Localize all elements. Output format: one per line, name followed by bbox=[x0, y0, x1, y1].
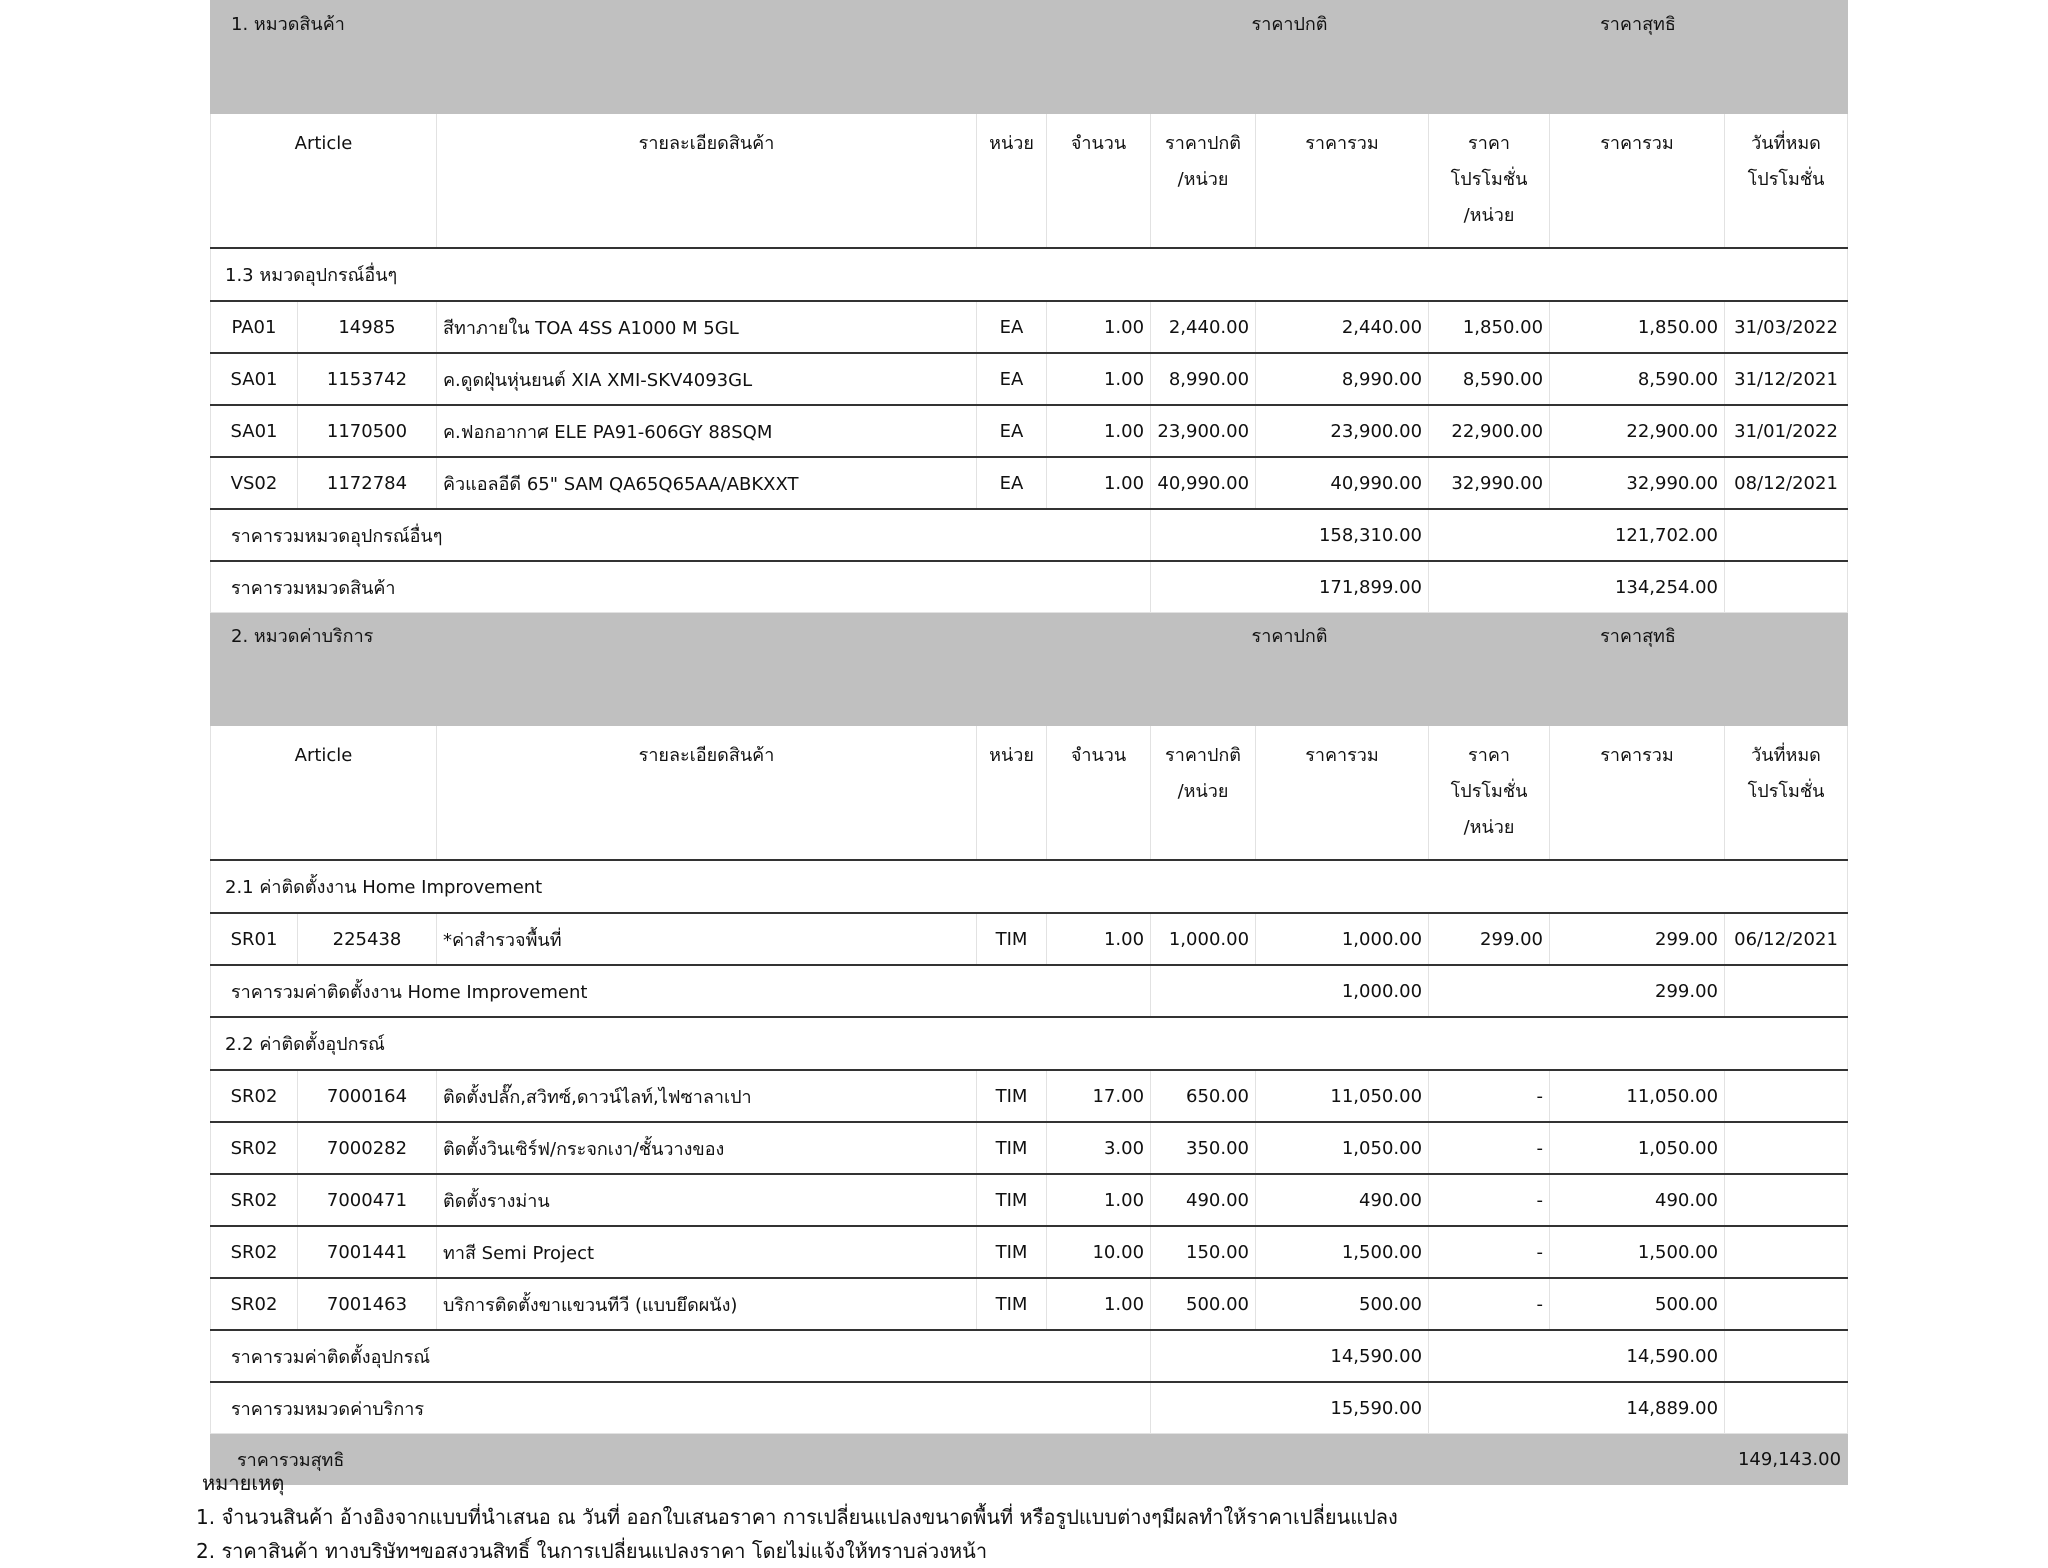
item-net: 8,590.00 bbox=[1550, 353, 1725, 405]
column-header-row bbox=[211, 114, 1848, 249]
item-unit: TIM bbox=[977, 1122, 1047, 1174]
normal-price-header: ราคาปกติ bbox=[1151, 1, 1429, 114]
quotation-table bbox=[210, 0, 1848, 1485]
grand-total-label: ราคารวมสุทธิ bbox=[211, 1434, 1429, 1485]
header-line: โปรโมชั่น bbox=[1747, 169, 1825, 190]
item-unit: TIM bbox=[977, 1174, 1047, 1226]
item-promo: - bbox=[1429, 1122, 1550, 1174]
item-price: 8,990.00 bbox=[1151, 353, 1256, 405]
item-price: 350.00 bbox=[1151, 1122, 1256, 1174]
item-row bbox=[211, 1278, 1848, 1330]
item-price: 490.00 bbox=[1151, 1174, 1256, 1226]
unit-header: หน่วย bbox=[977, 114, 1047, 249]
sum-net: 14,590.00 bbox=[1429, 1330, 1725, 1382]
item-net: 299.00 bbox=[1550, 913, 1725, 965]
item-expire: 31/03/2022 bbox=[1725, 301, 1848, 353]
subsection-header bbox=[211, 860, 1848, 913]
item-unit: EA bbox=[977, 353, 1047, 405]
item-code: SR02 bbox=[211, 1278, 298, 1330]
column-header-row bbox=[211, 726, 1848, 861]
item-expire bbox=[1725, 1174, 1848, 1226]
sum-total: 171,899.00 bbox=[1151, 561, 1429, 613]
item-promo: - bbox=[1429, 1278, 1550, 1330]
item-code: SR02 bbox=[211, 1122, 298, 1174]
total-header: ราคารวม bbox=[1256, 114, 1429, 249]
item-promo: 8,590.00 bbox=[1429, 353, 1550, 405]
header-line: /หน่วย bbox=[1177, 169, 1229, 190]
header-line: ราคาปกติ bbox=[1165, 133, 1241, 154]
price-unit-header bbox=[1151, 726, 1256, 861]
item-promo: - bbox=[1429, 1226, 1550, 1278]
item-row bbox=[211, 405, 1848, 457]
item-net: 11,050.00 bbox=[1550, 1070, 1725, 1122]
remarks-title: หมายเหตุ bbox=[202, 1471, 285, 1495]
item-expire bbox=[1725, 1122, 1848, 1174]
net-total-header: ราคารวม bbox=[1550, 726, 1725, 861]
header-line: โปรโมชั่น bbox=[1450, 169, 1528, 190]
item-total: 490.00 bbox=[1256, 1174, 1429, 1226]
header-line: /หน่วย bbox=[1463, 205, 1515, 226]
unit-header: หน่วย bbox=[977, 726, 1047, 861]
section-header bbox=[211, 1, 1848, 114]
item-description: *ค่าสำรวจพื้นที่ bbox=[437, 913, 977, 965]
expire-header bbox=[1725, 726, 1848, 861]
item-total: 1,500.00 bbox=[1256, 1226, 1429, 1278]
item-article: 7001463 bbox=[298, 1278, 437, 1330]
item-price: 40,990.00 bbox=[1151, 457, 1256, 509]
item-code: SA01 bbox=[211, 405, 298, 457]
remark-line-2: 2. ราคาสินค้า ทางบริษัทฯขอสงวนสิทธิ์ ในการเปลี่ยนแปลงราคา โดยไม่แจ้งให้ทราบล่วงหน้า bbox=[196, 1539, 988, 1563]
item-qty: 17.00 bbox=[1047, 1070, 1151, 1122]
item-qty: 1.00 bbox=[1047, 457, 1151, 509]
article-header: Article bbox=[211, 726, 437, 861]
item-promo: 1,850.00 bbox=[1429, 301, 1550, 353]
item-expire bbox=[1725, 1226, 1848, 1278]
item-expire: 31/01/2022 bbox=[1725, 405, 1848, 457]
item-article: 7000164 bbox=[298, 1070, 437, 1122]
item-total: 40,990.00 bbox=[1256, 457, 1429, 509]
item-qty: 1.00 bbox=[1047, 913, 1151, 965]
sum-row bbox=[211, 509, 1848, 561]
sum-row bbox=[211, 1330, 1848, 1382]
item-unit: TIM bbox=[977, 913, 1047, 965]
item-row bbox=[211, 1174, 1848, 1226]
header-line: วันที่หมด bbox=[1751, 133, 1821, 154]
item-net: 22,900.00 bbox=[1550, 405, 1725, 457]
remarks bbox=[196, 1466, 1398, 1568]
item-description: สีทาภายใน TOA 4SS A1000 M 5GL bbox=[437, 301, 977, 353]
item-expire: 08/12/2021 bbox=[1725, 457, 1848, 509]
sum-empty bbox=[1725, 965, 1848, 1017]
sum-net: 299.00 bbox=[1429, 965, 1725, 1017]
item-qty: 1.00 bbox=[1047, 353, 1151, 405]
item-row bbox=[211, 1226, 1848, 1278]
description-header: รายละเอียดสินค้า bbox=[437, 726, 977, 861]
item-expire bbox=[1725, 1278, 1848, 1330]
item-unit: TIM bbox=[977, 1278, 1047, 1330]
item-price: 2,440.00 bbox=[1151, 301, 1256, 353]
article-header: Article bbox=[211, 114, 437, 249]
item-unit: TIM bbox=[977, 1226, 1047, 1278]
item-article: 7001441 bbox=[298, 1226, 437, 1278]
item-description: ค.ดูดฝุ่นหุ่นยนต์ XIA XMI-SKV4093GL bbox=[437, 353, 977, 405]
header-line: /หน่วย bbox=[1177, 781, 1229, 802]
header-line: ราคาปกติ bbox=[1165, 745, 1241, 766]
description-header: รายละเอียดสินค้า bbox=[437, 114, 977, 249]
sum-total: 15,590.00 bbox=[1151, 1382, 1429, 1434]
item-total: 11,050.00 bbox=[1256, 1070, 1429, 1122]
item-net: 1,050.00 bbox=[1550, 1122, 1725, 1174]
item-promo: 299.00 bbox=[1429, 913, 1550, 965]
item-article: 14985 bbox=[298, 301, 437, 353]
item-price: 650.00 bbox=[1151, 1070, 1256, 1122]
subsection-header bbox=[211, 1017, 1848, 1070]
header-line: โปรโมชั่น bbox=[1450, 781, 1528, 802]
item-net: 32,990.00 bbox=[1550, 457, 1725, 509]
sum-label: ราคารวมหมวดสินค้า bbox=[211, 561, 1151, 613]
item-unit: EA bbox=[977, 457, 1047, 509]
header-line: วันที่หมด bbox=[1751, 745, 1821, 766]
promo-header bbox=[1429, 114, 1550, 249]
item-qty: 1.00 bbox=[1047, 1174, 1151, 1226]
item-row bbox=[211, 353, 1848, 405]
sum-total: 1,000.00 bbox=[1151, 965, 1429, 1017]
item-unit: TIM bbox=[977, 1070, 1047, 1122]
promo-header bbox=[1429, 726, 1550, 861]
item-code: SR02 bbox=[211, 1226, 298, 1278]
sum-label: ราคารวมค่าติดตั้งอุปกรณ์ bbox=[211, 1330, 1151, 1382]
item-promo: 22,900.00 bbox=[1429, 405, 1550, 457]
item-total: 1,000.00 bbox=[1256, 913, 1429, 965]
grand-total-value: 149,143.00 bbox=[1725, 1434, 1848, 1485]
subsection-title: 1.3 หมวดอุปกรณ์อื่นๆ bbox=[211, 248, 1848, 301]
sum-row bbox=[211, 965, 1848, 1017]
item-description: ติดตั้งรางม่าน bbox=[437, 1174, 977, 1226]
net-total-header: ราคารวม bbox=[1550, 114, 1725, 249]
qty-header: จำนวน bbox=[1047, 726, 1151, 861]
grand-total-spacer bbox=[1429, 1434, 1725, 1485]
sum-total: 158,310.00 bbox=[1151, 509, 1429, 561]
item-qty: 1.00 bbox=[1047, 1278, 1151, 1330]
sum-empty bbox=[1725, 509, 1848, 561]
section-header bbox=[211, 613, 1848, 726]
item-price: 150.00 bbox=[1151, 1226, 1256, 1278]
item-promo: - bbox=[1429, 1174, 1550, 1226]
item-code: SR02 bbox=[211, 1070, 298, 1122]
subsection-title: 2.1 ค่าติดตั้งงาน Home Improvement bbox=[211, 860, 1848, 913]
price-unit-header bbox=[1151, 114, 1256, 249]
item-qty: 10.00 bbox=[1047, 1226, 1151, 1278]
item-total: 23,900.00 bbox=[1256, 405, 1429, 457]
sum-empty bbox=[1725, 1382, 1848, 1434]
item-total: 2,440.00 bbox=[1256, 301, 1429, 353]
item-row bbox=[211, 1070, 1848, 1122]
normal-price-header: ราคาปกติ bbox=[1151, 613, 1429, 726]
item-code: PA01 bbox=[211, 301, 298, 353]
quotation-body bbox=[211, 1, 1848, 1485]
item-description: ติดตั้งปลั๊ก,สวิทซ์,ดาวน์ไลท์,ไฟซาลาเปา bbox=[437, 1070, 977, 1122]
header-line: /หน่วย bbox=[1463, 817, 1515, 838]
item-net: 500.00 bbox=[1550, 1278, 1725, 1330]
item-unit: EA bbox=[977, 301, 1047, 353]
item-code: SA01 bbox=[211, 353, 298, 405]
item-description: ทาสี Semi Project bbox=[437, 1226, 977, 1278]
sum-net: 121,702.00 bbox=[1429, 509, 1725, 561]
item-expire: 31/12/2021 bbox=[1725, 353, 1848, 405]
sum-row bbox=[211, 1382, 1848, 1434]
sum-label: ราคารวมหมวดอุปกรณ์อื่นๆ bbox=[211, 509, 1151, 561]
net-price-header: ราคาสุทธิ bbox=[1429, 613, 1848, 726]
item-row bbox=[211, 1122, 1848, 1174]
item-description: บริการติดตั้งขาแขวนทีวี (แบบยึดผนัง) bbox=[437, 1278, 977, 1330]
item-description: ค.ฟอกอากาศ ELE PA91-606GY 88SQM bbox=[437, 405, 977, 457]
item-unit: EA bbox=[977, 405, 1047, 457]
item-promo: - bbox=[1429, 1070, 1550, 1122]
item-expire bbox=[1725, 1070, 1848, 1122]
item-promo: 32,990.00 bbox=[1429, 457, 1550, 509]
item-price: 23,900.00 bbox=[1151, 405, 1256, 457]
sum-row bbox=[211, 561, 1848, 613]
sum-empty bbox=[1725, 1330, 1848, 1382]
item-price: 500.00 bbox=[1151, 1278, 1256, 1330]
subsection-title: 2.2 ค่าติดตั้งอุปกรณ์ bbox=[211, 1017, 1848, 1070]
sum-net: 14,889.00 bbox=[1429, 1382, 1725, 1434]
item-expire: 06/12/2021 bbox=[1725, 913, 1848, 965]
subsection-header bbox=[211, 248, 1848, 301]
header-line: ราคา bbox=[1468, 745, 1510, 766]
item-total: 500.00 bbox=[1256, 1278, 1429, 1330]
item-qty: 1.00 bbox=[1047, 301, 1151, 353]
item-code: SR01 bbox=[211, 913, 298, 965]
item-code: VS02 bbox=[211, 457, 298, 509]
sum-label: ราคารวมหมวดค่าบริการ bbox=[211, 1382, 1151, 1434]
item-article: 1172784 bbox=[298, 457, 437, 509]
item-article: 7000471 bbox=[298, 1174, 437, 1226]
sum-label: ราคารวมค่าติดตั้งงาน Home Improvement bbox=[211, 965, 1151, 1017]
item-total: 8,990.00 bbox=[1256, 353, 1429, 405]
item-article: 7000282 bbox=[298, 1122, 437, 1174]
header-line: โปรโมชั่น bbox=[1747, 781, 1825, 802]
section-title: 2. หมวดค่าบริการ bbox=[211, 613, 1151, 726]
sum-total: 14,590.00 bbox=[1151, 1330, 1429, 1382]
item-row bbox=[211, 301, 1848, 353]
item-total: 1,050.00 bbox=[1256, 1122, 1429, 1174]
item-row bbox=[211, 457, 1848, 509]
sum-empty bbox=[1725, 561, 1848, 613]
item-code: SR02 bbox=[211, 1174, 298, 1226]
item-net: 490.00 bbox=[1550, 1174, 1725, 1226]
section-title: 1. หมวดสินค้า bbox=[211, 1, 1151, 114]
header-line: ราคา bbox=[1468, 133, 1510, 154]
item-qty: 3.00 bbox=[1047, 1122, 1151, 1174]
remark-line-1: 1. จำนวนสินค้า อ้างอิงจากแบบที่นำเสนอ ณ วันที่ ออกใบเสนอราคา การเปลี่ยนแปลงขนาดพื้นที่ หรือรูปแบบต่างๆมีผลทำให้ราคาเปลี่ยนแปลง bbox=[196, 1505, 1398, 1529]
item-article: 1170500 bbox=[298, 405, 437, 457]
item-description: คิวแอลอีดี 65" SAM QA65Q65AA/ABKXXT bbox=[437, 457, 977, 509]
item-row bbox=[211, 913, 1848, 965]
sum-net: 134,254.00 bbox=[1429, 561, 1725, 613]
qty-header: จำนวน bbox=[1047, 114, 1151, 249]
item-price: 1,000.00 bbox=[1151, 913, 1256, 965]
total-header: ราคารวม bbox=[1256, 726, 1429, 861]
expire-header bbox=[1725, 114, 1848, 249]
item-article: 225438 bbox=[298, 913, 437, 965]
item-qty: 1.00 bbox=[1047, 405, 1151, 457]
net-price-header: ราคาสุทธิ bbox=[1429, 1, 1848, 114]
item-description: ติดตั้งวินเซิร์ฟ/กระจกเงา/ชั้นวางของ bbox=[437, 1122, 977, 1174]
item-net: 1,850.00 bbox=[1550, 301, 1725, 353]
item-article: 1153742 bbox=[298, 353, 437, 405]
item-net: 1,500.00 bbox=[1550, 1226, 1725, 1278]
